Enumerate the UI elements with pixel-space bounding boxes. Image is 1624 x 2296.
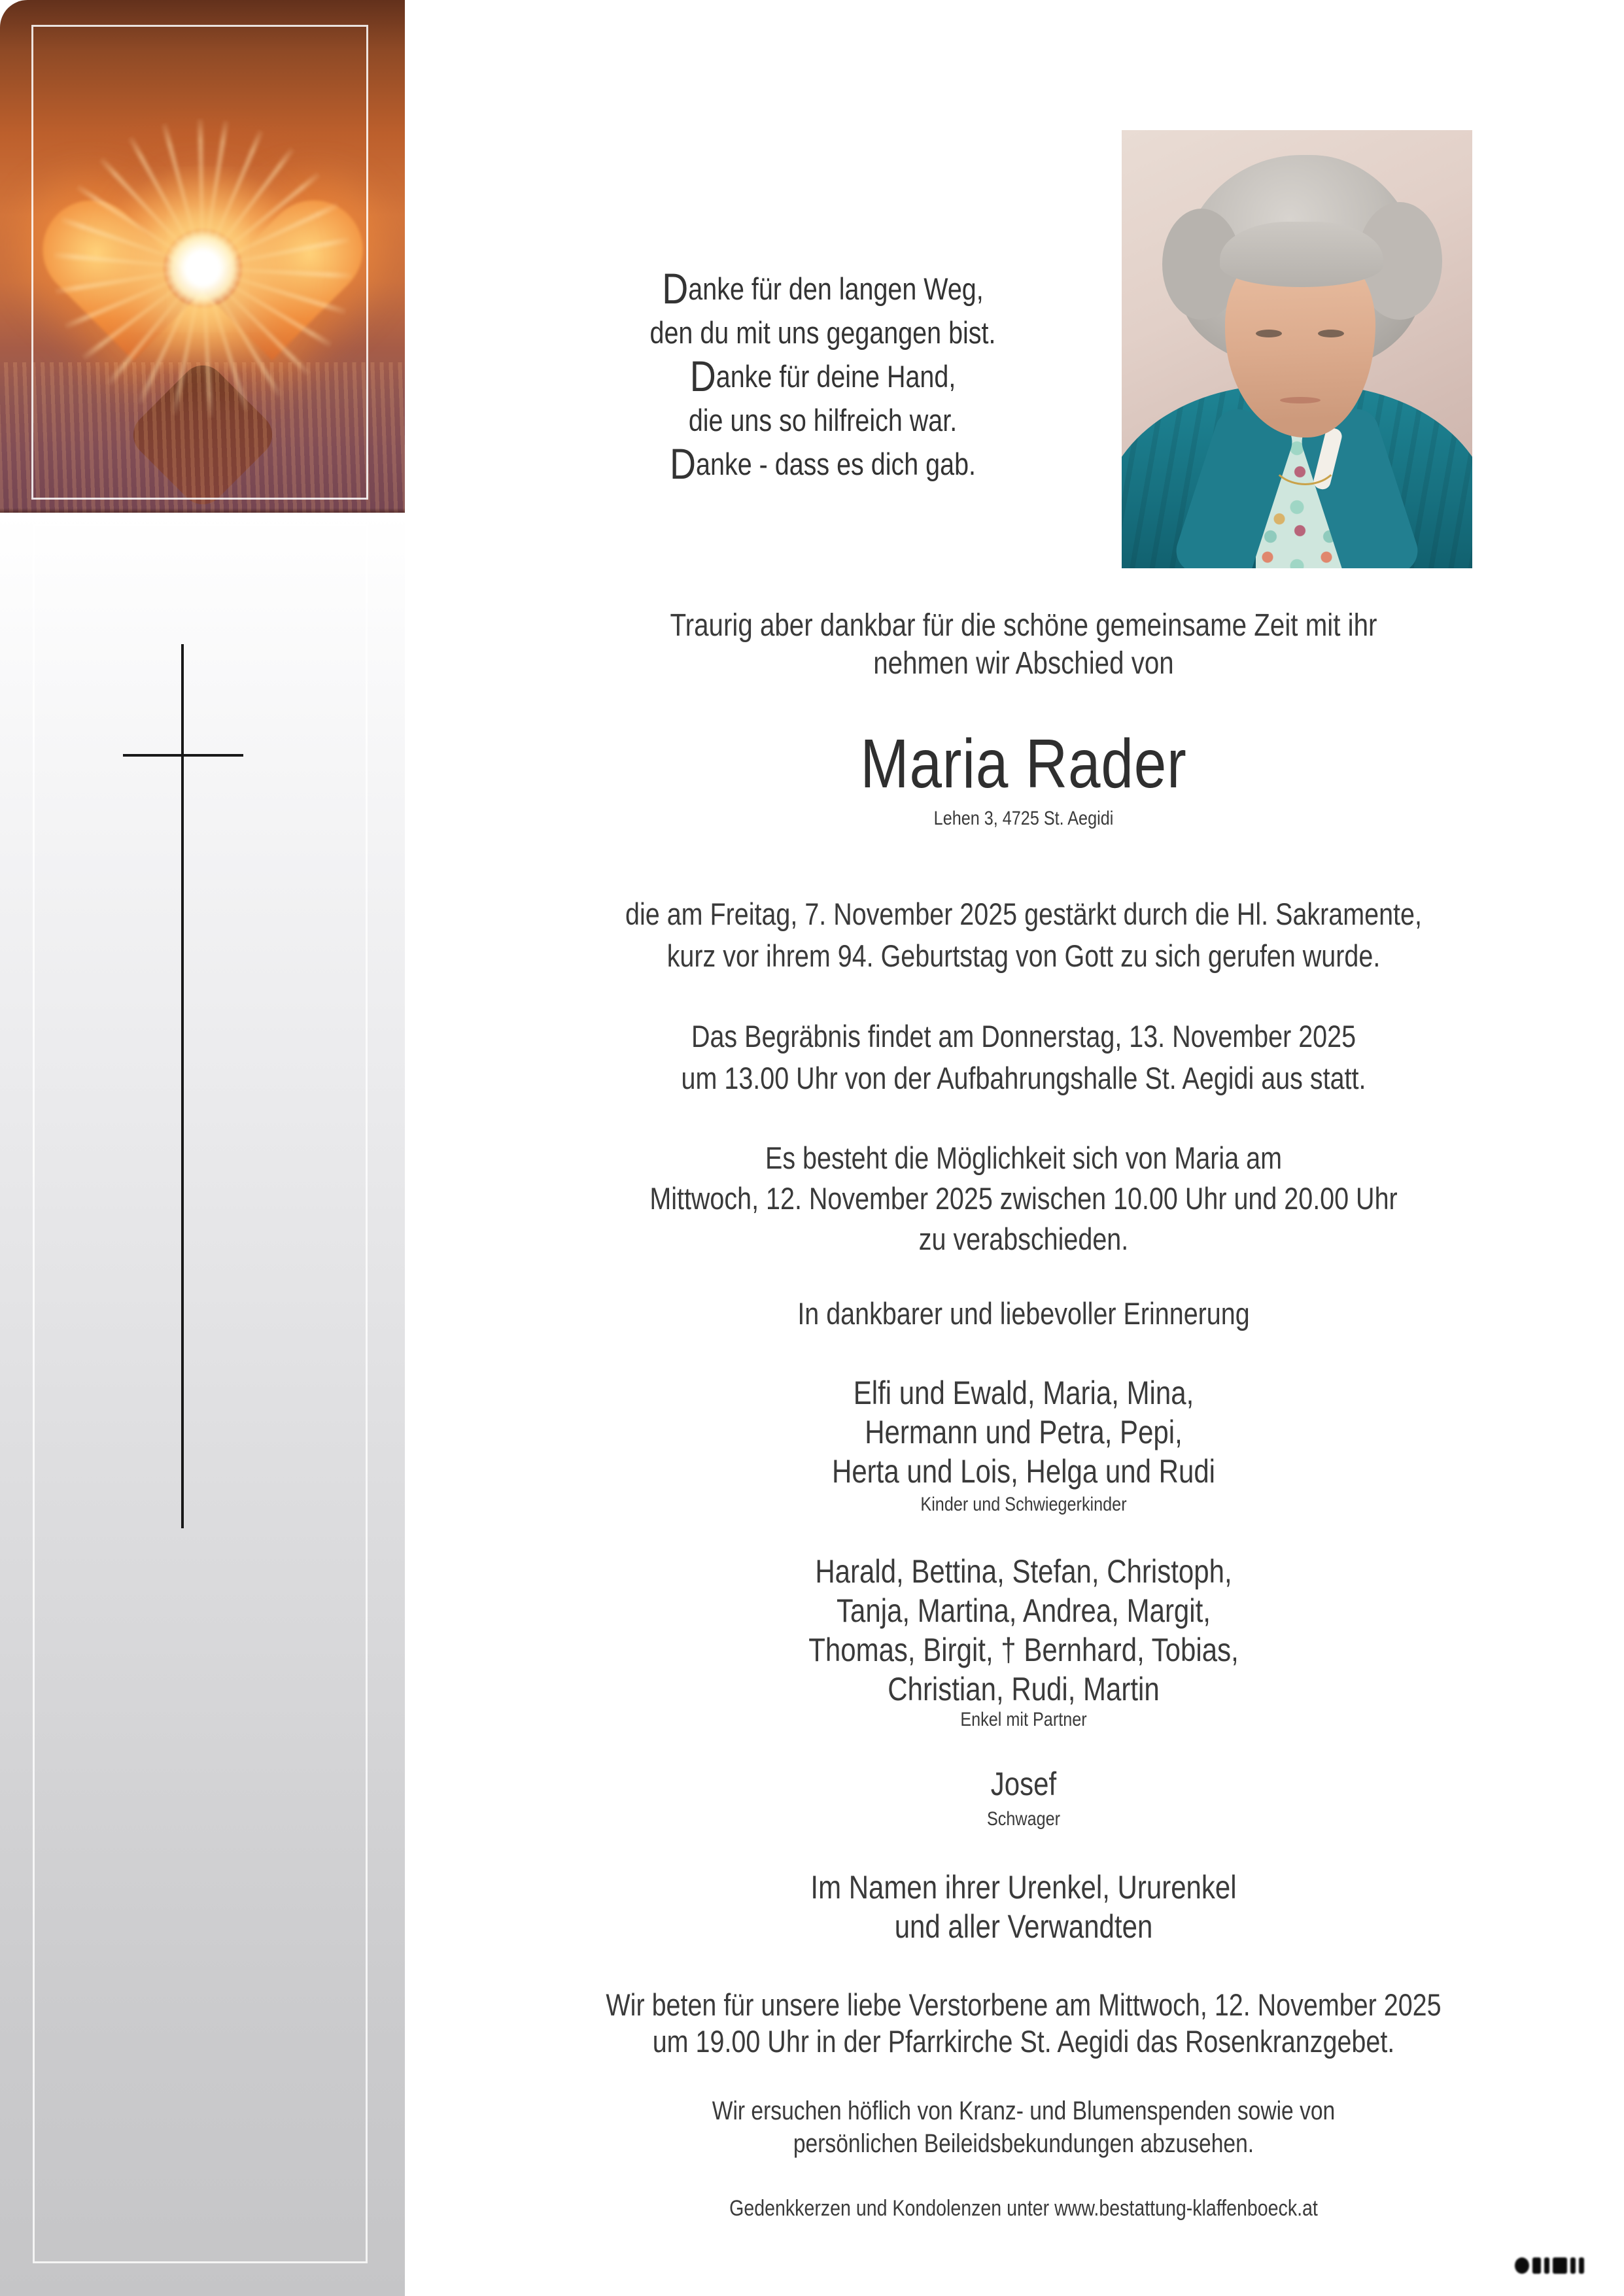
names-line: Christian, Rudi, Martin xyxy=(888,1671,1160,1707)
names-line: Harald, Bettina, Stefan, Christoph, xyxy=(815,1553,1232,1590)
mark-glyph xyxy=(1532,2257,1541,2274)
poem-line-text: anke für den langen Weg, xyxy=(688,271,984,306)
paragraph-line: die am Freitag, 7. November 2025 gestärkt durch die Hl. Sakramente, xyxy=(625,897,1422,931)
deceased-address: Lehen 3, 4725 St. Aegidi xyxy=(933,808,1114,829)
poem-dropcap: D xyxy=(662,264,689,313)
cross-icon xyxy=(123,754,243,757)
poem-line-text: die uns so hilfreich war. xyxy=(688,403,958,437)
paragraph-line: zu verabschieden. xyxy=(918,1222,1129,1256)
family-grandchildren-names xyxy=(504,1552,1543,1709)
family-children-relation: Kinder und Schwiegerkinder xyxy=(920,1494,1127,1515)
intro-line: nehmen wir Abschied von xyxy=(873,646,1174,681)
names-line: Hermann und Petra, Pepi, xyxy=(865,1414,1183,1450)
mark-glyph xyxy=(1544,2257,1549,2274)
left-gradient-panel xyxy=(0,513,405,2296)
names-line: Tanja, Martina, Andrea, Margit, xyxy=(837,1592,1211,1629)
eye xyxy=(1318,330,1344,337)
paragraph-line: Mittwoch, 12. November 2025 zwischen 10.00 Uhr und 20.00 Uhr xyxy=(649,1181,1398,1216)
paragraph-line: kurz vor ihrem 94. Geburtstag von Gott zu sich gerufen wurde. xyxy=(666,938,1381,973)
passing-paragraph xyxy=(504,893,1543,977)
inner-white-frame xyxy=(33,524,368,2263)
cross-icon xyxy=(181,644,184,1528)
mark-glyph xyxy=(1515,2257,1529,2274)
poem-dropcap: D xyxy=(689,352,716,400)
poem-line xyxy=(472,439,1173,488)
paragraph-line: Wir ersuchen höflich von Kranz- und Blumenspenden sowie von xyxy=(712,2097,1336,2125)
poem-line xyxy=(472,264,1173,313)
paragraph-line: Im Namen ihrer Urenkel, Ururenkel xyxy=(810,1869,1237,1906)
family-children-names xyxy=(504,1373,1543,1491)
mark-glyph xyxy=(1553,2257,1567,2274)
poem-line-text: anke für deine Hand, xyxy=(716,359,956,394)
mouth xyxy=(1280,397,1321,403)
poem-line-text: den du mit uns gegangen bist. xyxy=(649,315,996,350)
poem-line xyxy=(472,398,1173,442)
eye xyxy=(1256,330,1282,337)
paragraph-line: Wir beten für unsere liebe Verstorbene am Mittwoch, 12. November 2025 xyxy=(606,1987,1442,2022)
family-grandchildren-relation: Enkel mit Partner xyxy=(960,1709,1087,1730)
remembrance-text: In dankbarer und liebevoller Erinnerung xyxy=(797,1296,1250,1331)
family-brother-in-law-name: Josef xyxy=(990,1766,1057,1802)
names-line: Thomas, Birgit, † Bernhard, Tobias, xyxy=(808,1632,1239,1668)
poem xyxy=(472,264,1173,488)
condolence-note xyxy=(504,2095,1543,2160)
paragraph-line: und aller Verwandten xyxy=(894,1908,1153,1945)
poem-dropcap: D xyxy=(669,439,697,488)
mark-glyph xyxy=(1570,2257,1576,2274)
names-line: Herta und Lois, Helga und Rudi xyxy=(831,1453,1216,1490)
inner-white-frame xyxy=(31,25,368,500)
footer-text: Gedenkkerzen und Kondolenzen unter www.bestattung-klaffenboeck.at xyxy=(729,2196,1318,2221)
hands-heart-sunset-image xyxy=(0,0,405,513)
names-line: Elfi und Ewald, Maria, Mina, xyxy=(853,1375,1194,1411)
farewell-paragraph xyxy=(504,1138,1543,1259)
intro-text xyxy=(504,607,1543,683)
paragraph-line: Das Begräbnis findet am Donnerstag, 13. November 2025 xyxy=(691,1019,1356,1054)
publisher-mark-icon xyxy=(1515,2253,1591,2277)
paragraph-line: persönlichen Beileidsbekundungen abzusehen. xyxy=(793,2129,1254,2158)
mark-glyph xyxy=(1579,2257,1584,2274)
paragraph-line: um 19.00 Uhr in der Pfarrkirche St. Aegidi das Rosenkranzgebet. xyxy=(652,2024,1395,2059)
poem-line xyxy=(472,311,1173,354)
funeral-paragraph xyxy=(504,1016,1543,1099)
hair-fringe xyxy=(1220,222,1383,287)
rosary-paragraph xyxy=(504,1987,1543,2060)
portrait-photo xyxy=(1122,130,1472,568)
family-brother-in-law-relation: Schwager xyxy=(986,1808,1061,1830)
in-name-of-text xyxy=(504,1868,1543,1946)
poem-line xyxy=(472,354,1173,398)
poem-line-text: anke - dass es dich gab. xyxy=(696,447,976,481)
paragraph-line: Es besteht die Möglichkeit sich von Maria am xyxy=(765,1140,1282,1175)
paragraph-line: um 13.00 Uhr von der Aufbahrungshalle St. Aegidi aus statt. xyxy=(681,1061,1366,1095)
intro-line: Traurig aber dankbar für die schöne gemeinsame Zeit mit ihr xyxy=(670,608,1377,643)
deceased-name: Maria Rader xyxy=(860,725,1187,802)
